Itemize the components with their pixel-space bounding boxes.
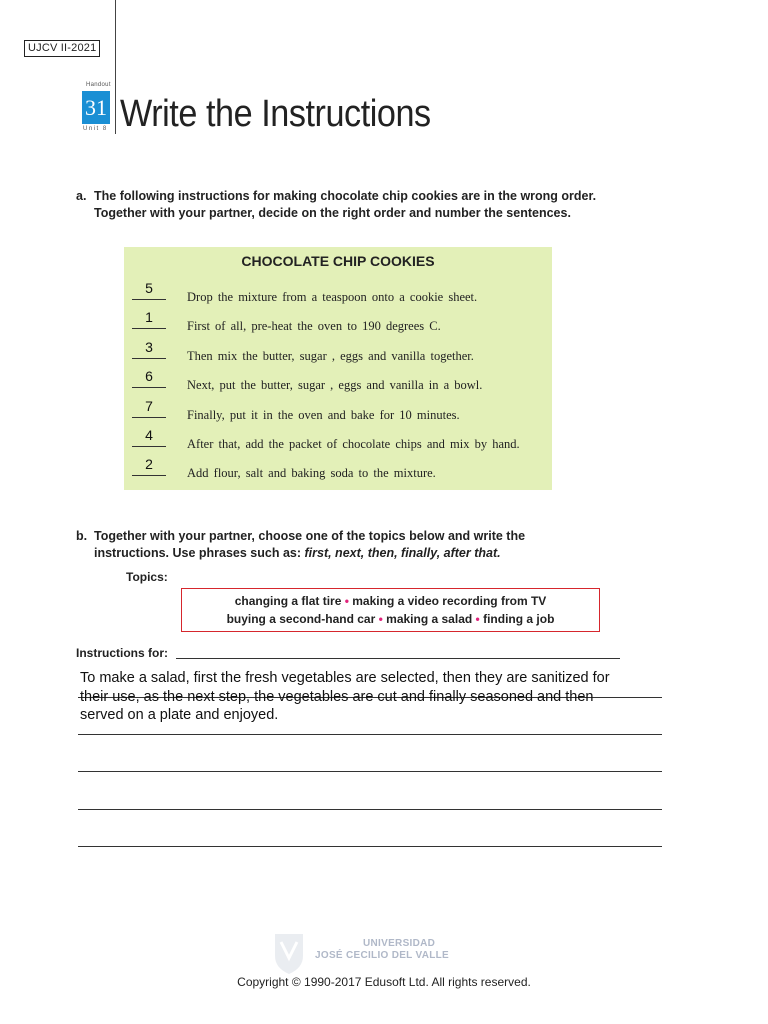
step-text: Drop the mixture from a teaspoon onto a cookie sheet. <box>187 290 478 304</box>
university-logo-text: UNIVERSIDAD JOSÉ CECILIO DEL VALLE <box>315 938 450 961</box>
instructions-for-line <box>176 658 620 659</box>
recipe-step <box>124 456 552 485</box>
recipe-step <box>124 280 552 309</box>
writing-line <box>78 771 662 772</box>
page-title: Write the Instructions <box>120 93 431 135</box>
topic-item: making a salad <box>386 612 473 626</box>
topic-item: making a video recording from TV <box>352 594 547 608</box>
step-text: Next, put the butter, sugar , eggs and vanilla in a bowl. <box>187 378 483 392</box>
step-number: 2 <box>145 456 153 472</box>
step-number: 6 <box>145 368 153 384</box>
topic-item: buying a second-hand car <box>226 612 376 626</box>
course-code-label: UJCV II-2021 <box>24 40 100 57</box>
section-b-phrases: first, next, then, finally, after that. <box>304 546 501 560</box>
step-number: 7 <box>145 398 153 414</box>
topic-separator: • <box>475 612 480 626</box>
section-a-marker: a. <box>76 189 87 203</box>
header-vertical-rule <box>115 0 116 134</box>
recipe-step <box>124 339 552 368</box>
recipe-step <box>124 398 552 427</box>
step-number-line <box>132 387 166 388</box>
instructions-answer: To make a salad, first the fresh vegetables are selected, then they are sanitized for their use, as the next step, the vegetables are cut and finally seasoned and then served on a plate and enjoyed. <box>80 670 610 723</box>
step-text: Then mix the butter, sugar , eggs and vanilla together. <box>187 349 474 363</box>
step-number: 4 <box>145 427 153 443</box>
section-a-line-1: The following instructions for making chocolate chip cookies are in the wrong order. <box>94 189 597 203</box>
topic-separator: • <box>378 612 383 626</box>
instructions-for-label: Instructions for: <box>76 646 168 660</box>
step-number-line <box>132 299 166 300</box>
cookie-recipe-box <box>124 247 552 490</box>
topics-box <box>181 588 600 632</box>
handout-number-badge: 31 <box>82 91 110 124</box>
step-text: After that, add the packet of chocolate chips and mix by hand. <box>187 437 520 451</box>
recipe-step <box>124 427 552 456</box>
topic-separator: • <box>344 594 349 608</box>
writing-line <box>78 809 662 810</box>
recipe-title: CHOCOLATE CHIP COOKIES <box>241 253 435 269</box>
topic-item: finding a job <box>483 612 555 626</box>
step-number-line <box>132 358 166 359</box>
step-text: First of all, pre-heat the oven to 190 degrees C. <box>187 319 441 333</box>
topic-item: changing a flat tire <box>234 594 342 608</box>
unit-label: Unit 8 <box>83 126 108 132</box>
writing-line <box>78 734 662 735</box>
section-b-line-2: instructions. Use phrases such as: <box>94 546 305 560</box>
section-a-instructions <box>76 188 596 222</box>
section-b-marker: b. <box>76 529 88 543</box>
topics-label: Topics: <box>126 570 168 584</box>
step-text: Add flour, salt and baking soda to the mixture. <box>187 466 436 480</box>
step-number: 3 <box>145 339 153 355</box>
copyright-notice: Copyright © 1990-2017 Edusoft Ltd. All rights reserved. <box>237 975 531 989</box>
section-b-instructions <box>76 528 525 562</box>
writing-line <box>78 846 662 847</box>
handout-label: Handout <box>86 82 111 88</box>
recipe-step <box>124 368 552 397</box>
step-number-line <box>132 417 166 418</box>
step-number-line <box>132 446 166 447</box>
step-number-line <box>132 475 166 476</box>
recipe-step <box>124 309 552 338</box>
section-b-line-1: Together with your partner, choose one of the topics below and write the <box>94 529 526 543</box>
section-a-line-2: Together with your partner, decide on the right order and number the sentences. <box>94 206 571 220</box>
step-number: 5 <box>145 280 153 296</box>
step-text: Finally, put it in the oven and bake for 10 minutes. <box>187 408 460 422</box>
step-number-line <box>132 328 166 329</box>
step-number: 1 <box>145 309 153 325</box>
